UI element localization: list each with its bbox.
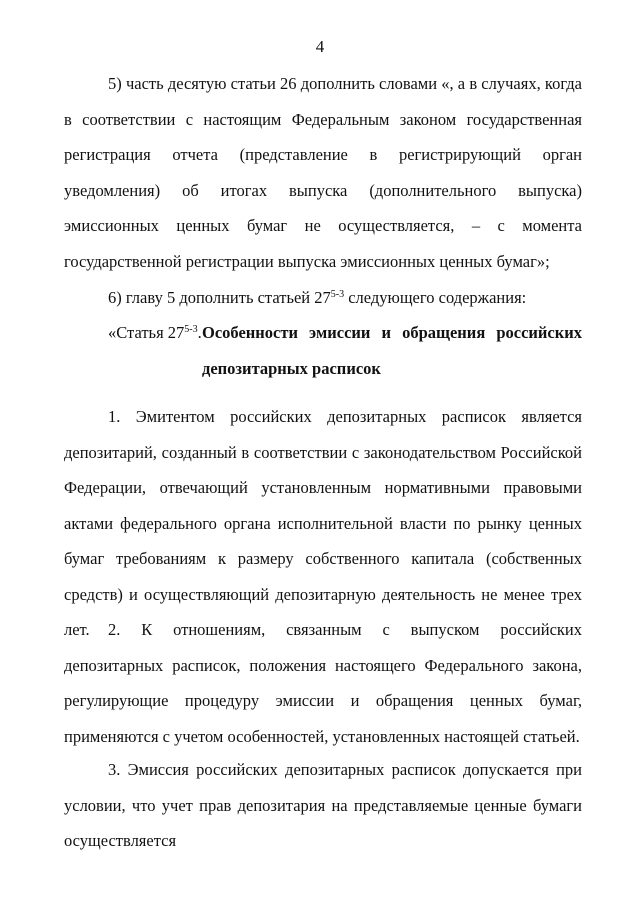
article-title: Особенности эмиссии и обращения российских депозитарных расписок — [202, 323, 582, 378]
article-number-superscript: 5-3 — [330, 289, 345, 300]
article-clause-1: 1. Эмитентом российских депозитарных расписок является депозитарий, созданный в соответствии с законодательством Российской Федерации, отвечающий установленным нормативными правовыми актами федерального органа исполнительной власти по рынку ценных бумаг требованиям к размеру собственного капитала (собственных средств) и осуществляющий депозитарную деятельность не менее трех лет. — [64, 407, 582, 639]
article-label-prefix: «Статья 27 — [108, 323, 185, 342]
article-label-suffix: . — [197, 323, 202, 342]
amendment-item-6 — [64, 280, 582, 316]
article-label — [108, 315, 202, 351]
amendment-item-5: 5) часть десятую статьи 26 дополнить словами «, а в случаях, когда в соответствии с настоящим Федеральным законом государственная регистрация отчета (представление в регистрирующий орган уведомления) об итогах выпуска (дополнительного выпуска) эмиссионных ценных бумаг не осуществляется, – с момента государственной регистрации выпуска эмиссионных ценных бумаг»; — [64, 74, 582, 271]
article-label-superscript: 5-3 — [184, 324, 198, 335]
page-number: 4 — [315, 37, 325, 56]
article-clause-3: 3. Эмиссия российских депозитарных расписок допускается при условии, что учет прав депозитария на представляемые ценные бумаги осуществляется — [64, 760, 582, 850]
article-clause-2: 2. К отношениям, связанным с выпуском российских депозитарных расписок, положения настоящего Федерального закона, регулирующие процедуру эмиссии и обращения ценных бумаг, применяются с учетом особенностей, установленных настоящей статьей. — [64, 620, 582, 746]
amendment-item-6-text: 6) главу 5 дополнить статьей 27 — [108, 288, 331, 307]
amendment-item-6-text-end: следующего содержания: — [344, 288, 527, 307]
